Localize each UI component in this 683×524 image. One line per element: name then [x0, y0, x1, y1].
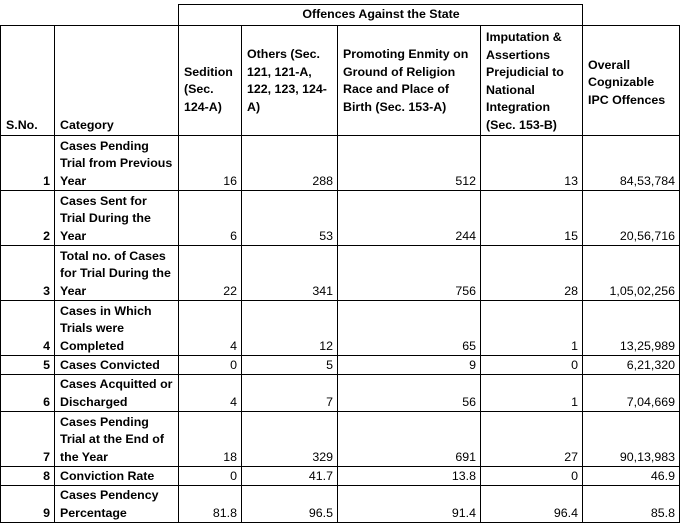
promoting-enmity-value: 91.4 [338, 486, 481, 523]
sedition-header: Sedition (Sec. 124-A) [179, 26, 242, 136]
overall-ipc-header: Overall Cognizable IPC Offences [583, 26, 680, 136]
promoting-enmity-value: 244 [338, 191, 481, 246]
category-cell: Cases Pending Trial at the End of the Year [55, 412, 179, 467]
overall-ipc-value: 7,04,669 [583, 375, 680, 412]
column-header-row [1, 26, 680, 136]
category-cell: Cases Pending Trial from Previous Year [55, 136, 179, 191]
table-row [1, 356, 680, 375]
blank-cell [583, 5, 680, 26]
sedition-value: 81.8 [179, 486, 242, 523]
category-cell: Cases Pendency Percentage [55, 486, 179, 523]
others-value: 5 [242, 356, 338, 375]
others-value: 341 [242, 246, 338, 301]
overall-ipc-value: 20,56,716 [583, 191, 680, 246]
category-cell: Cases Convicted [55, 356, 179, 375]
overall-ipc-value: 6,21,320 [583, 356, 680, 375]
others-value: 96.5 [242, 486, 338, 523]
category-cell: Conviction Rate [55, 467, 179, 486]
imputation-value: 96.4 [481, 486, 583, 523]
sedition-value: 4 [179, 375, 242, 412]
others-value: 329 [242, 412, 338, 467]
table-row [1, 486, 680, 523]
table-row [1, 191, 680, 246]
others-header: Others (Sec. 121, 121-A, 122, 123, 124-A) [242, 26, 338, 136]
sno-cell: 9 [1, 486, 55, 523]
promoting-enmity-value: 65 [338, 301, 481, 356]
super-header-row [1, 5, 680, 26]
imputation-value: 0 [481, 467, 583, 486]
table-row [1, 301, 680, 356]
overall-ipc-value: 85.8 [583, 486, 680, 523]
others-value: 288 [242, 136, 338, 191]
category-cell: Cases Acquitted or Discharged [55, 375, 179, 412]
blank-cell [1, 5, 55, 26]
others-value: 41.7 [242, 467, 338, 486]
imputation-value: 28 [481, 246, 583, 301]
sedition-value: 18 [179, 412, 242, 467]
promoting-enmity-value: 756 [338, 246, 481, 301]
imputation-header: Imputation & Assertions Prejudicial to National Integration (Sec. 153-B) [481, 26, 583, 136]
sno-header: S.No. [1, 26, 55, 136]
category-header: Category [55, 26, 179, 136]
promoting-enmity-value: 691 [338, 412, 481, 467]
offences-against-state-header: Offences Against the State [179, 5, 583, 26]
promoting-enmity-value: 56 [338, 375, 481, 412]
imputation-value: 15 [481, 191, 583, 246]
sno-cell: 2 [1, 191, 55, 246]
promoting-enmity-value: 13.8 [338, 467, 481, 486]
overall-ipc-value: 90,13,983 [583, 412, 680, 467]
imputation-value: 1 [481, 375, 583, 412]
category-cell: Total no. of Cases for Trial During the Year [55, 246, 179, 301]
table-row [1, 412, 680, 467]
offences-table [0, 4, 680, 523]
table-row [1, 246, 680, 301]
table-row [1, 136, 680, 191]
sedition-value: 4 [179, 301, 242, 356]
sedition-value: 0 [179, 467, 242, 486]
overall-ipc-value: 46.9 [583, 467, 680, 486]
imputation-value: 1 [481, 301, 583, 356]
imputation-value: 13 [481, 136, 583, 191]
blank-cell [55, 5, 179, 26]
sedition-value: 0 [179, 356, 242, 375]
overall-ipc-value: 13,25,989 [583, 301, 680, 356]
promoting-enmity-header: Promoting Enmity on Ground of Religion Race and Place of Birth (Sec. 153-A) [338, 26, 481, 136]
category-cell: Cases Sent for Trial During the Year [55, 191, 179, 246]
sedition-value: 6 [179, 191, 242, 246]
sno-cell: 1 [1, 136, 55, 191]
sedition-value: 22 [179, 246, 242, 301]
sedition-value: 16 [179, 136, 242, 191]
sno-cell: 8 [1, 467, 55, 486]
sno-cell: 3 [1, 246, 55, 301]
others-value: 7 [242, 375, 338, 412]
promoting-enmity-value: 9 [338, 356, 481, 375]
overall-ipc-value: 1,05,02,256 [583, 246, 680, 301]
imputation-value: 27 [481, 412, 583, 467]
table-row [1, 375, 680, 412]
sno-cell: 5 [1, 356, 55, 375]
others-value: 12 [242, 301, 338, 356]
overall-ipc-value: 84,53,784 [583, 136, 680, 191]
category-cell: Cases in Which Trials were Completed [55, 301, 179, 356]
promoting-enmity-value: 512 [338, 136, 481, 191]
sno-cell: 6 [1, 375, 55, 412]
sno-cell: 7 [1, 412, 55, 467]
imputation-value: 0 [481, 356, 583, 375]
others-value: 53 [242, 191, 338, 246]
sno-cell: 4 [1, 301, 55, 356]
table-row [1, 467, 680, 486]
